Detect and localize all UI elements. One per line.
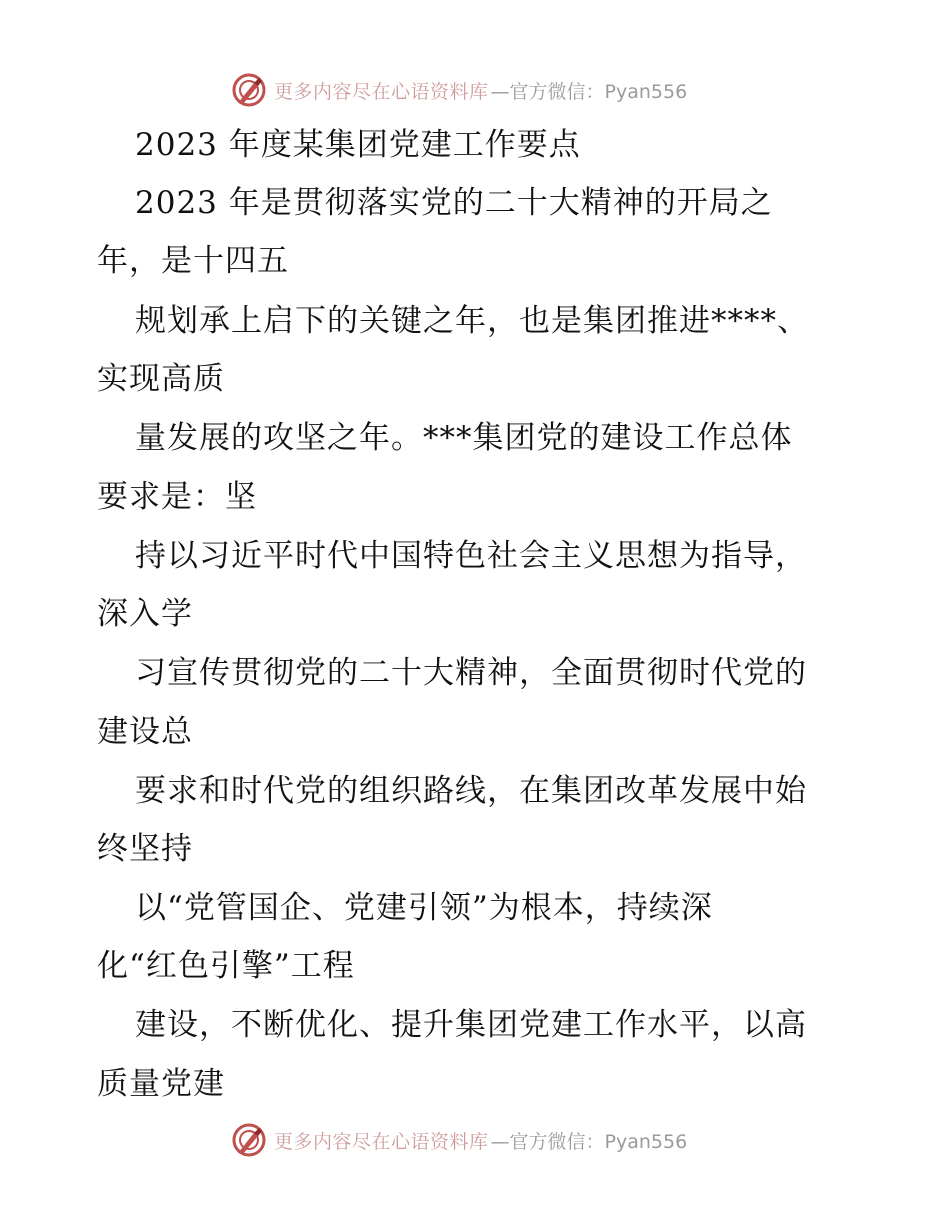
- pen-logo-icon: [232, 1123, 266, 1157]
- text-line: 规划承上启下的关键之年，也是集团推进****、: [135, 303, 809, 339]
- watermark-wechat-text: —官方微信：Pyan556: [490, 80, 688, 103]
- header-watermark: [232, 70, 687, 110]
- watermark-wechat-text: —官方微信：Pyan556: [490, 1130, 688, 1153]
- text-line: 要求和时代党的组织路线，在集团改革发展中始: [135, 773, 807, 809]
- text-line: 持以习近平时代中国特色社会主义思想为指导，: [135, 538, 807, 574]
- document-title: 2023 年度某集团党建工作要点: [135, 127, 581, 163]
- text-line: 建设总: [97, 714, 193, 750]
- text-line: 年，是十四五: [97, 243, 289, 279]
- text-line: 深入学: [97, 596, 193, 632]
- watermark-main-text: 更多内容尽在心语资料库: [274, 1130, 489, 1153]
- text-line: 建设，不断优化、提升集团党建工作水平，以高: [135, 1007, 807, 1043]
- text-line: 实现高质: [97, 361, 225, 397]
- text-line: 终坚持: [97, 831, 193, 867]
- watermark-main-text: 更多内容尽在心语资料库: [274, 80, 489, 103]
- footer-watermark: [232, 1120, 687, 1160]
- text-line: 要求是：坚: [97, 479, 257, 515]
- text-line: 量发展的攻坚之年。***集团党的建设工作总体: [135, 420, 793, 456]
- pen-logo-icon: [232, 73, 266, 107]
- text-line: 2023 年是贯彻落实党的二十大精神的开局之: [135, 185, 773, 221]
- text-line: 以“党管国企、党建引领”为根本，持续深: [135, 890, 713, 926]
- text-line: 化“红色引擎”工程: [97, 948, 355, 984]
- text-line: 质量党建: [97, 1066, 225, 1102]
- text-line: 习宣传贯彻党的二十大精神，全面贯彻时代党的: [135, 655, 807, 691]
